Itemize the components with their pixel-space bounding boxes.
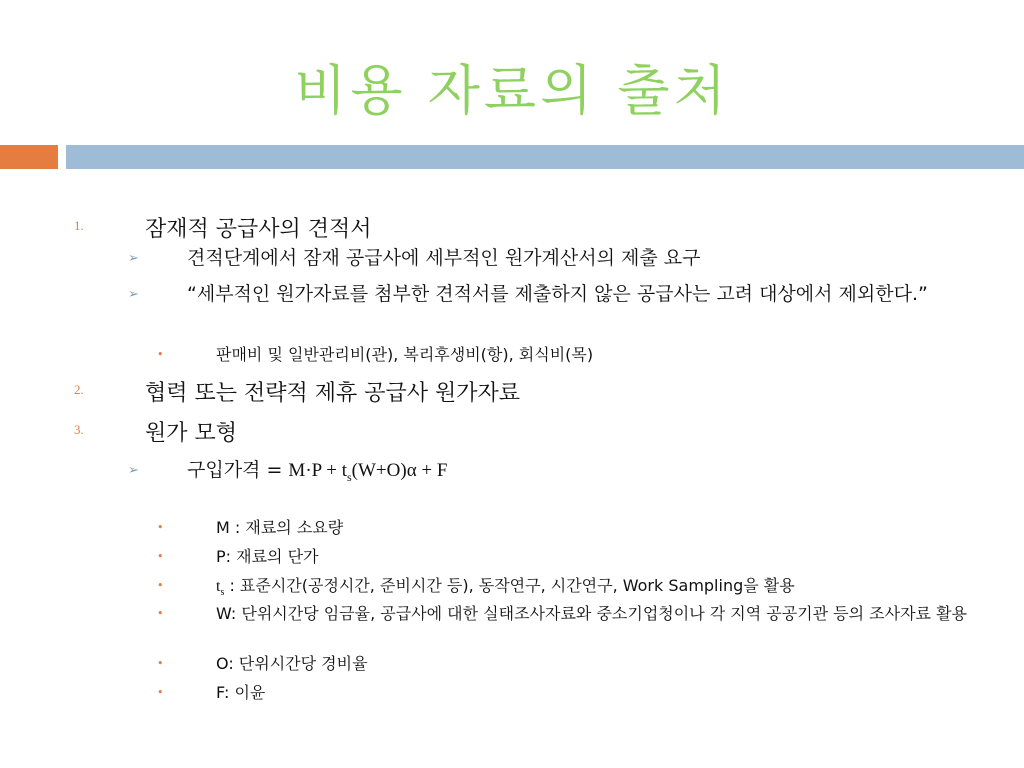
- list-number: 3.: [74, 422, 84, 437]
- sub-item-text: “세부적인 원가자료를 첨부한 견적서를 제출하지 않은 공급사는 고려 대상에서 제외한다.”: [187, 283, 928, 305]
- var-text: P: 재료의 단가: [216, 547, 319, 566]
- var-symbol: t: [216, 578, 221, 595]
- var-text: [216, 576, 976, 603]
- title-divider-bar: [66, 145, 1024, 169]
- dot-bullet-icon: •: [157, 686, 164, 699]
- dot-bullet-icon: •: [157, 579, 164, 592]
- sub-item-text: 견적단계에서 잠재 공급사에 세부적인 원가계산서의 제출 요구: [187, 247, 701, 269]
- formula-rest: (W+O)α + F: [351, 460, 448, 481]
- title-accent-bar: [0, 145, 58, 169]
- var-text: F: 이윤: [216, 683, 266, 702]
- var-text: M : 재료의 소요량: [216, 518, 344, 537]
- bullet-text: 판매비 및 일반관리비(관), 복리후생비(항), 회식비(목): [216, 345, 594, 364]
- var-subscript: s: [220, 587, 225, 599]
- list-number: 1.: [74, 218, 84, 233]
- slide-title: 비용 자료의 출처: [294, 59, 730, 122]
- arrow-bullet-icon: ➢: [128, 287, 139, 302]
- list-item-text: 협력 또는 전략적 제휴 공급사 원가자료: [145, 381, 520, 406]
- dot-bullet-icon: •: [157, 550, 164, 563]
- arrow-bullet-icon: ➢: [128, 251, 139, 266]
- dot-bullet-icon: •: [157, 348, 164, 361]
- list-item-text: 원가 모형: [145, 421, 238, 446]
- list-number: 2.: [74, 382, 84, 397]
- dot-bullet-icon: •: [157, 657, 164, 670]
- arrow-bullet-icon: ➢: [128, 463, 139, 478]
- dot-bullet-icon: •: [157, 521, 164, 534]
- list-item-text: 잠재적 공급사의 견적서: [145, 217, 372, 242]
- var-description: : 표준시간(공정시간, 준비시간 등), 동작연구, 시간연구, Work Sampling을 활용: [224, 576, 795, 595]
- formula-subscript: s: [347, 469, 352, 484]
- dot-bullet-icon: •: [157, 607, 164, 620]
- var-text: O: 단위시간당 경비율: [216, 654, 368, 673]
- var-text: W: 단위시간당 임금율, 공급사에 대한 실태조사자료와 중소기업청이나 각 지역 공공기관 등의 조사자료 활용: [216, 604, 967, 623]
- formula-prefix: 구입가격 =: [187, 459, 289, 481]
- formula-main: M·P + t: [288, 460, 347, 481]
- formula: [187, 457, 987, 491]
